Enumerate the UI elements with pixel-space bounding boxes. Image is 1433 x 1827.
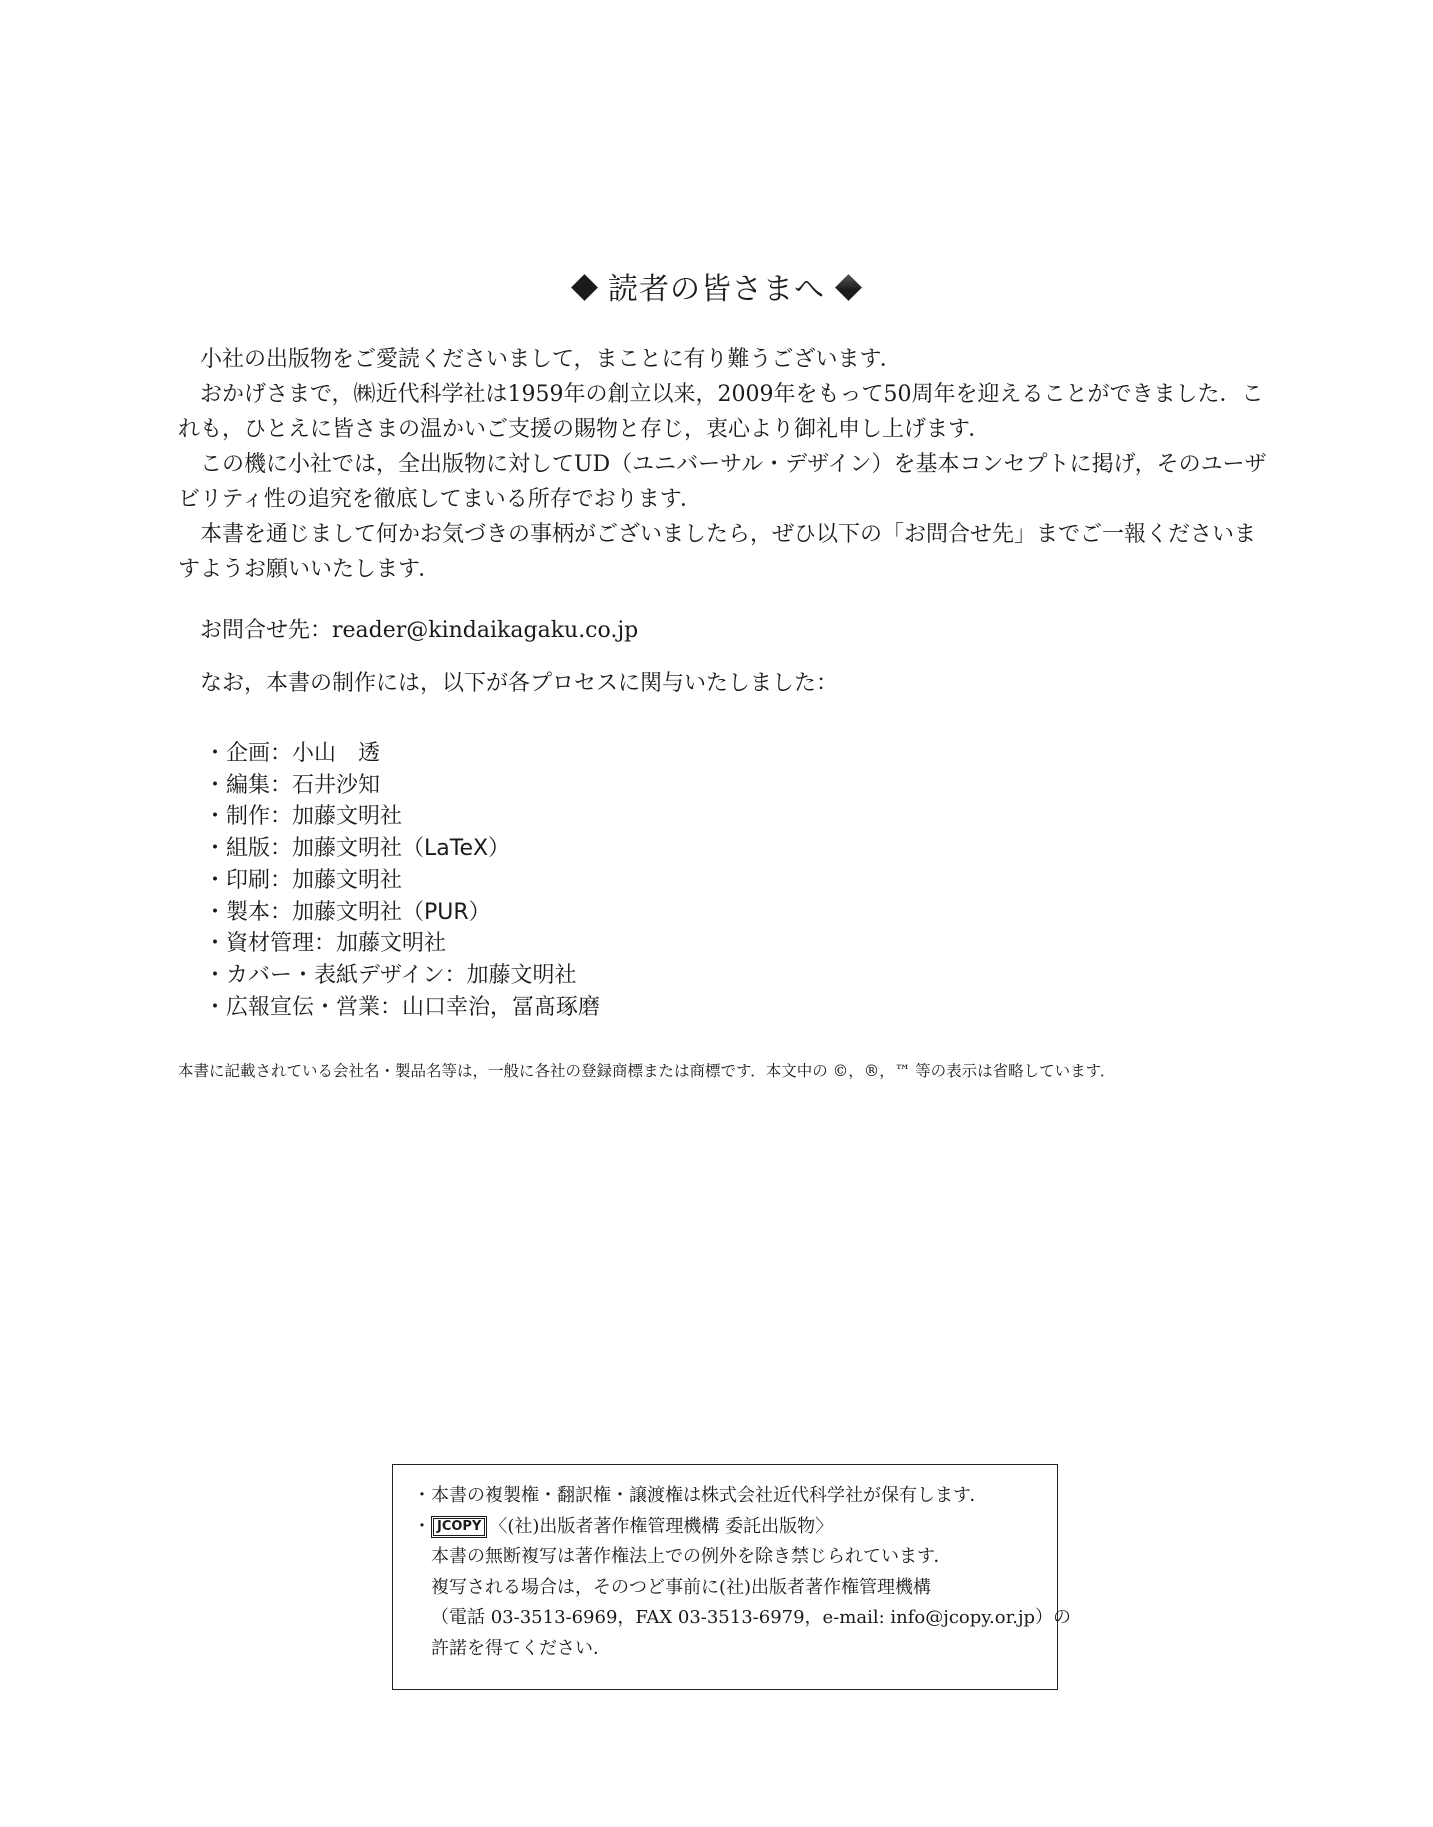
heading-text: 読者の皆さまへ xyxy=(608,272,825,307)
jcopy-text: 〈(社)出版者著作権管理機構 委託出版物〉 xyxy=(489,1515,834,1537)
credits-list xyxy=(204,738,600,1023)
credit-item: ・資材管理：加藤文明社 xyxy=(204,931,447,957)
permission-request-line: 許諾を得てください． xyxy=(431,1637,611,1659)
credits-intro: なお，本書の制作には，以下が各プロセスに関与いたしました： xyxy=(200,671,839,696)
jcopy-logo: JCOPY xyxy=(433,1518,485,1536)
copyright-notice-box xyxy=(392,1464,1072,1690)
contact-info-line: （電話 03-3513-6969，FAX 03-3513-6979，e-mail: info@jcopy.or.jp）の xyxy=(431,1607,1072,1628)
contact-line: お問合せ先：reader@kindaikagaku.co.jp xyxy=(200,618,639,643)
credit-item: ・編集：石井沙知 xyxy=(204,772,381,798)
credit-item: ・組版：加藤文明社（LaTeX） xyxy=(204,836,511,862)
credit-item: ・制作：加藤文明社 xyxy=(204,804,403,830)
credit-item: ・企画：小山 透 xyxy=(204,741,381,766)
diamond-right-icon xyxy=(835,274,862,301)
message-body xyxy=(178,342,1270,587)
trademark-note: 本書に記載されている会社名・製品名等は，一般に各社の登録商標または商標です．本文中の ©，®，™ 等の表示は省略しています． xyxy=(178,1062,1116,1080)
credit-item: ・印刷：加藤文明社 xyxy=(204,867,403,893)
rights-ownership-line: ・本書の複製権・翻訳権・譲渡権は株式会社近代科学社が保有します． xyxy=(413,1485,988,1506)
paragraph-anniversary: おかげさまで，㈱近代科学社は1959年の創立以来，2009年をもって50周年を迎えることができました．これも，ひとえに皆さまの温かいご支援の賜物と存じ，衷心より御礼申し上げます． xyxy=(178,382,1264,442)
paragraph-feedback-request: 本書を通じまして何かお気づきの事柄がございましたら，ぜひ以下の「お問合せ先」までご一報くださいますようお願いいたします． xyxy=(178,522,1257,582)
page-heading xyxy=(0,270,1433,310)
copy-permission-line: 複写される場合は，そのつど事前に(社)出版者著作権管理機構 xyxy=(431,1576,932,1598)
paragraph-universal-design: この機に小社では，全出版物に対してUD（ユニバーサル・デザイン）を基本コンセプトに掲げ，そのユーザビリティ性の追究を徹底してまいる所存でおります． xyxy=(178,452,1267,512)
credit-item: ・製本：加藤文明社（PUR） xyxy=(204,899,491,925)
jcopy-line xyxy=(413,1512,1057,1543)
credit-item: ・広報宣伝・営業：山口幸治，冨髙琢磨 xyxy=(204,994,601,1020)
paragraph-thanks: 小社の出版物をご愛読くださいまして，まことに有り難うございます． xyxy=(200,347,902,372)
credit-item: ・カバー・表紙デザイン：加藤文明社 xyxy=(204,962,577,988)
copy-prohibition-line: 本書の無断複写は著作権法上での例外を除き禁じられています． xyxy=(431,1546,952,1567)
diamond-left-icon xyxy=(571,274,598,301)
bullet: ・ xyxy=(413,1515,431,1537)
